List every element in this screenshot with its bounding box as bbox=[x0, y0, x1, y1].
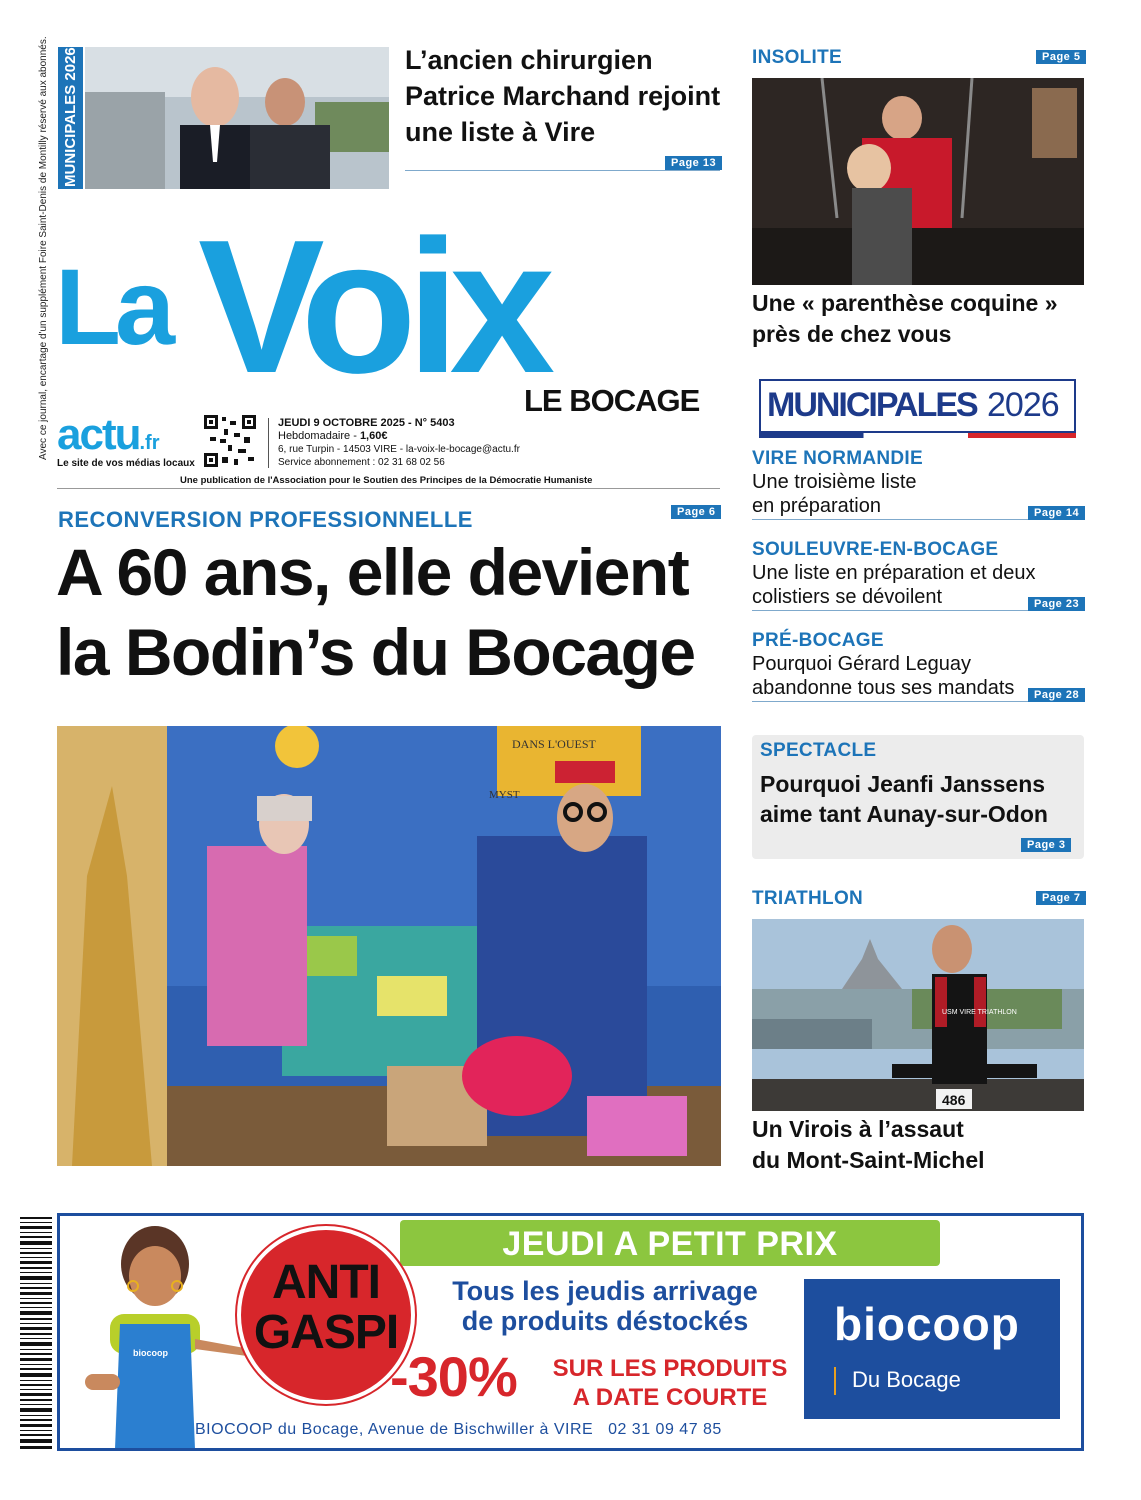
top-story-photo bbox=[85, 47, 389, 189]
municipales-page-tag[interactable]: Page 23 bbox=[1028, 597, 1085, 611]
ad-mascot bbox=[75, 1224, 265, 1449]
biocoop-ad[interactable] bbox=[57, 1213, 1084, 1451]
triathlon-jersey: USM VIRE TRIATHLON bbox=[942, 1009, 1017, 1016]
top-story-rule bbox=[405, 170, 720, 171]
top-story-headline[interactable]: L’ancien chirurgien Patrice Marchand rejoint une liste à Vire bbox=[405, 45, 721, 147]
side-note: Avec ce journal, encartage d'un supplément Foire Saint-Denis de Montilly réservé aux abonnés. bbox=[38, 36, 49, 460]
triathlon-section: TRIATHLON bbox=[752, 888, 864, 909]
triathlon-bib: 486 bbox=[942, 1092, 966, 1108]
municipales-item[interactable]: PRÉ-BOCAGE Pourquoi Gérard Leguay abandonne tous ses mandats bbox=[752, 630, 1015, 699]
masthead-edition: LE BOCAGE bbox=[524, 383, 700, 418]
insolite-section: INSOLITE bbox=[752, 47, 843, 68]
ad-discount: -30% bbox=[390, 1345, 517, 1408]
municipales-item[interactable]: SOULEUVRE-EN-BOCAGE Une liste en préparation et deux colistiers se dévoilent bbox=[752, 539, 1036, 608]
triathlon-page-tag[interactable]: Page 7 bbox=[1036, 891, 1086, 905]
apron-label: biocoop bbox=[133, 1348, 168, 1358]
main-photo bbox=[57, 726, 721, 1166]
ad-footer: BIOCOOP du Bocage, Avenue de Bischwiller à VIRE 02 31 09 47 85 bbox=[195, 1421, 722, 1438]
spectacle-page-tag[interactable]: Page 3 bbox=[1021, 838, 1071, 852]
municipales-vertical-badge: MUNICIPALES 2026 bbox=[58, 47, 83, 189]
municipales-page-tag[interactable]: Page 28 bbox=[1028, 688, 1085, 702]
top-story-page-tag[interactable]: Page 13 bbox=[665, 156, 722, 170]
ad-discount-text: SUR LES PRODUITS A DATE COURTE bbox=[552, 1355, 788, 1411]
main-headline[interactable]: A 60 ans, elle devient la Bodin’s du Bocage bbox=[56, 535, 695, 689]
municipales-page-tag[interactable]: Page 14 bbox=[1028, 506, 1085, 520]
masthead-info: JEUDI 9 OCTOBRE 2025 - N° 5403 Hebdomadaire - 1,60€ 6, rue Turpin - 14503 VIRE - la-voix-le-bocage@actu.fr Service abonnement : 02 31 68 02 56 bbox=[278, 417, 520, 468]
spectacle-box[interactable] bbox=[752, 735, 1084, 859]
masthead-divider bbox=[268, 418, 269, 468]
main-kicker: RECONVERSION PROFESSIONNELLE bbox=[58, 507, 473, 532]
photo-sign-line2: MYST bbox=[489, 789, 520, 801]
municipales-banner: MUNICIPALES 2026 bbox=[759, 379, 1076, 433]
photo-sign-line1: DANS L'OUEST bbox=[512, 737, 596, 751]
spectacle-headline: Pourquoi Jeanfi Janssens aime tant Aunay-sur-Odon bbox=[760, 771, 1048, 827]
qr-code bbox=[204, 415, 256, 467]
municipales-tricolor bbox=[759, 433, 1076, 438]
barcode bbox=[20, 1217, 52, 1449]
main-page-tag[interactable]: Page 6 bbox=[671, 505, 721, 519]
actu-logo[interactable]: actu.fr bbox=[57, 410, 160, 459]
masthead-rule bbox=[57, 488, 720, 489]
masthead-la: La bbox=[55, 246, 170, 367]
biocoop-logo: biocoop Du Bocage bbox=[804, 1279, 1060, 1419]
spectacle-section: SPECTACLE bbox=[760, 740, 877, 761]
actu-tagline: Le site de vos médias locaux bbox=[57, 458, 195, 469]
municipales-item[interactable]: VIRE NORMANDIE Une troisième liste en préparation bbox=[752, 448, 923, 517]
masthead-voix: Voix bbox=[198, 201, 546, 413]
ad-text: Tous les jeudis arrivage de produits déstockés bbox=[452, 1276, 758, 1336]
insolite-photo bbox=[752, 78, 1084, 285]
triathlon-photo bbox=[752, 919, 1084, 1111]
insolite-headline[interactable]: Une « parenthèse coquine » près de chez vous bbox=[752, 290, 1058, 347]
insolite-page-tag[interactable]: Page 5 bbox=[1036, 50, 1086, 64]
triathlon-headline[interactable]: Un Virois à l’assaut du Mont-Saint-Michel bbox=[752, 1116, 985, 1173]
publisher-line: Une publication de l'Association pour le Soutien des Principes de la Démocratie Humaniste bbox=[180, 475, 593, 486]
ad-banner: JEUDI A PETIT PRIX bbox=[400, 1220, 940, 1266]
anti-gaspi-badge: ANTI GASPI bbox=[237, 1226, 415, 1404]
